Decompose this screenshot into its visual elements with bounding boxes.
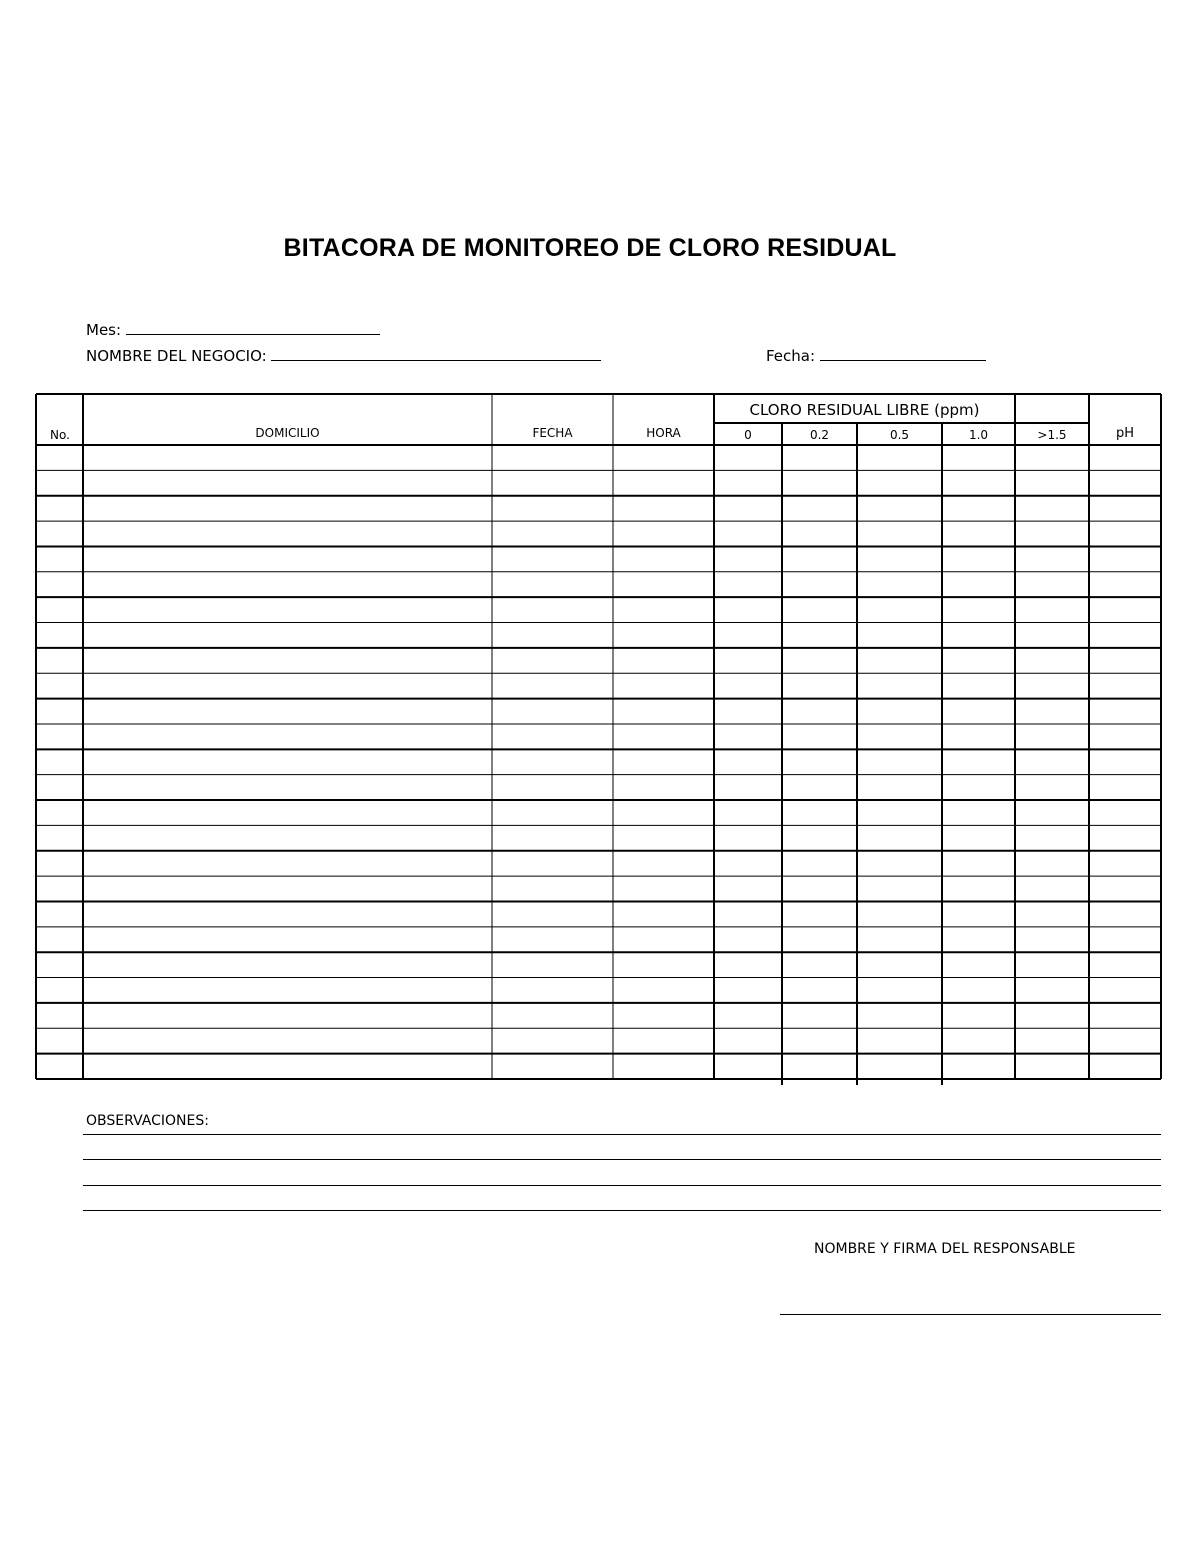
signature-label: NOMBRE Y FIRMA DEL RESPONSABLE <box>814 1241 1076 1257</box>
header-ph: pH <box>1115 426 1135 441</box>
negocio-label: NOMBRE DEL NEGOCIO: <box>86 347 267 365</box>
header-cloro-level: 0.2 <box>809 428 830 442</box>
header-fecha: FECHA <box>532 426 573 440</box>
observaciones-line[interactable] <box>83 1210 1161 1211</box>
header-hora: HORA <box>646 426 681 440</box>
header-domicilio: DOMICILIO <box>255 426 320 440</box>
header-no: No. <box>50 428 70 442</box>
header-cloro-level: 0.5 <box>889 428 910 442</box>
observaciones-line[interactable] <box>83 1185 1161 1186</box>
page-title: BITACORA DE MONITOREO DE CLORO RESIDUAL <box>283 234 897 262</box>
mes-label: Mes: <box>86 321 122 339</box>
observaciones-line[interactable] <box>83 1134 1161 1135</box>
header-cloro-level: 0 <box>744 428 752 442</box>
observaciones-line[interactable] <box>83 1159 1161 1160</box>
header-cloro-group: CLORO RESIDUAL LIBRE (ppm) <box>749 401 980 419</box>
header-cloro-level: 1.0 <box>968 428 989 442</box>
observaciones-label: OBSERVACIONES: <box>86 1113 209 1129</box>
fecha-label: Fecha: <box>766 347 816 365</box>
signature-line[interactable] <box>780 1314 1161 1315</box>
header-cloro-level: >1.5 <box>1037 428 1067 442</box>
